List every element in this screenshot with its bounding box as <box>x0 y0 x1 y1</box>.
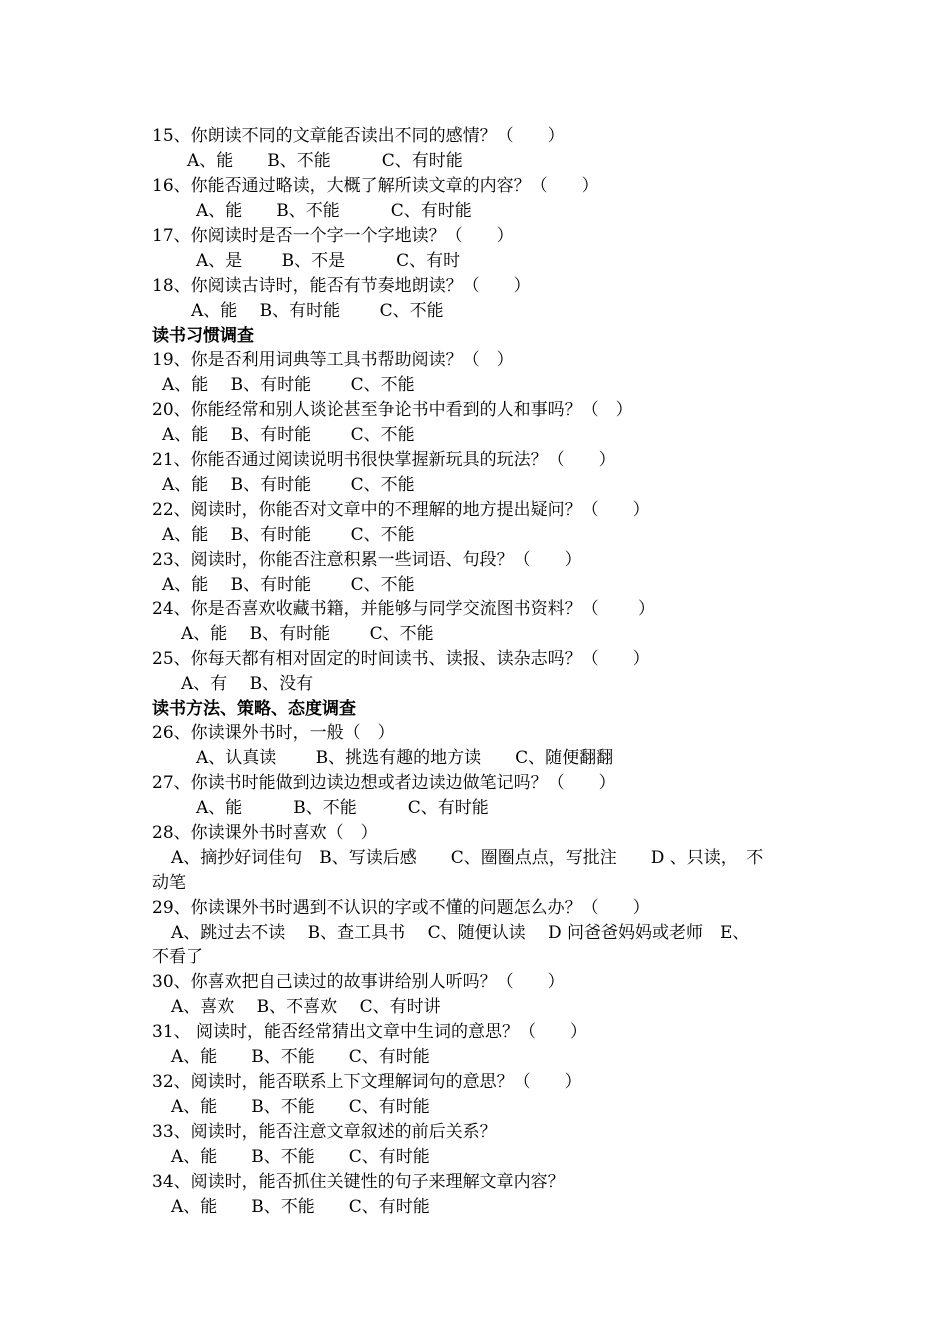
options-28: A、摘抄好词佳句 B、写读后感 C、圈圈点点，写批注 D 、只读， 不 <box>171 848 764 868</box>
question-27: 27、你读书时能做到边读边想或者边读边做笔记吗？（ ） <box>152 773 616 793</box>
options-25: A、有 B、没有 <box>181 674 314 694</box>
question-28: 28、你读课外书时喜欢（ ） <box>152 823 378 843</box>
options-21: A、能 B、有时能 C、不能 <box>162 475 415 495</box>
question-30: 30、你喜欢把自己读过的故事讲给别人听吗？（ ） <box>152 972 565 992</box>
question-21: 21、你能否通过阅读说明书很快掌握新玩具的玩法？（ ） <box>152 450 616 470</box>
question-33: 33、阅读时，能否注意文章叙述的前后关系？ <box>152 1122 497 1142</box>
question-17: 17、你阅读时是否一个字一个字地读？（ ） <box>152 226 514 246</box>
options-30: A、喜欢 B、不喜欢 C、有时讲 <box>171 997 441 1017</box>
question-16: 16、你能否通过略读，大概了解所读文章的内容？（ ） <box>152 176 599 196</box>
options-24: A、能 B、有时能 C、不能 <box>181 624 434 644</box>
options-16: A、能 B、不能 C、有时能 <box>196 201 472 221</box>
question-24: 24、你是否喜欢收藏书籍，并能够与同学交流图书资料？（ ） <box>152 599 656 619</box>
options-22: A、能 B、有时能 C、不能 <box>162 525 415 545</box>
options-17: A、是 B、不是 C、有时 <box>196 251 461 271</box>
options-18: A、能 B、有时能 C、不能 <box>191 301 444 321</box>
question-26: 26、你读课外书时，一般（ ） <box>152 723 395 743</box>
question-20: 20、你能经常和别人谈论甚至争论书中看到的人和事吗？（ ） <box>152 400 633 420</box>
options-15: A、能 B、不能 C、有时能 <box>187 151 463 171</box>
options-26: A、认真读 B、挑选有趣的地方读 C、随便翻翻 <box>196 748 614 768</box>
question-18: 18、你阅读古诗时，能否有节奏地朗读？（ ） <box>152 276 531 296</box>
options-34: A、能 B、不能 C、有时能 <box>171 1197 430 1217</box>
options-23: A、能 B、有时能 C、不能 <box>162 575 415 595</box>
options-33: A、能 B、不能 C、有时能 <box>171 1147 430 1167</box>
question-19: 19、你是否利用词典等工具书帮助阅读？（ ） <box>152 350 514 370</box>
question-25: 25、你每天都有相对固定的时间读书、读报、读杂志吗？（ ） <box>152 649 650 669</box>
options-31: A、能 B、不能 C、有时能 <box>171 1047 430 1067</box>
question-32: 32、阅读时，能否联系上下文理解词句的意思？（ ） <box>152 1072 582 1092</box>
options-29-continued: 不看了 <box>152 947 203 967</box>
options-27: A、能 B、不能 C、有时能 <box>196 798 489 818</box>
question-23: 23、阅读时，你能否注意积累一些词语、句段？（ ） <box>152 550 582 570</box>
options-32: A、能 B、不能 C、有时能 <box>171 1097 430 1117</box>
question-31: 31、 阅读时，能否经常猜出文章中生词的意思？（ ） <box>152 1022 588 1042</box>
section-heading-reading-methods: 读书方法、策略、态度调查 <box>152 699 356 719</box>
options-20: A、能 B、有时能 C、不能 <box>162 425 415 445</box>
options-19: A、能 B、有时能 C、不能 <box>162 375 415 395</box>
question-29: 29、你读课外书时遇到不认识的字或不懂的问题怎么办？（ ） <box>152 898 650 918</box>
question-22: 22、阅读时，你能否对文章中的不理解的地方提出疑问？（ ） <box>152 500 650 520</box>
question-15: 15、你朗读不同的文章能否读出不同的感情？（ ） <box>152 126 565 146</box>
options-29: A、跳过去不读 B、查工具书 C、随便认读 D 问爸爸妈妈或老师 E、 <box>171 923 750 943</box>
options-28-continued: 动笔 <box>152 873 186 893</box>
question-34: 34、阅读时，能否抓住关键性的句子来理解文章内容？ <box>152 1172 565 1192</box>
section-heading-reading-habits: 读书习惯调查 <box>152 326 254 346</box>
